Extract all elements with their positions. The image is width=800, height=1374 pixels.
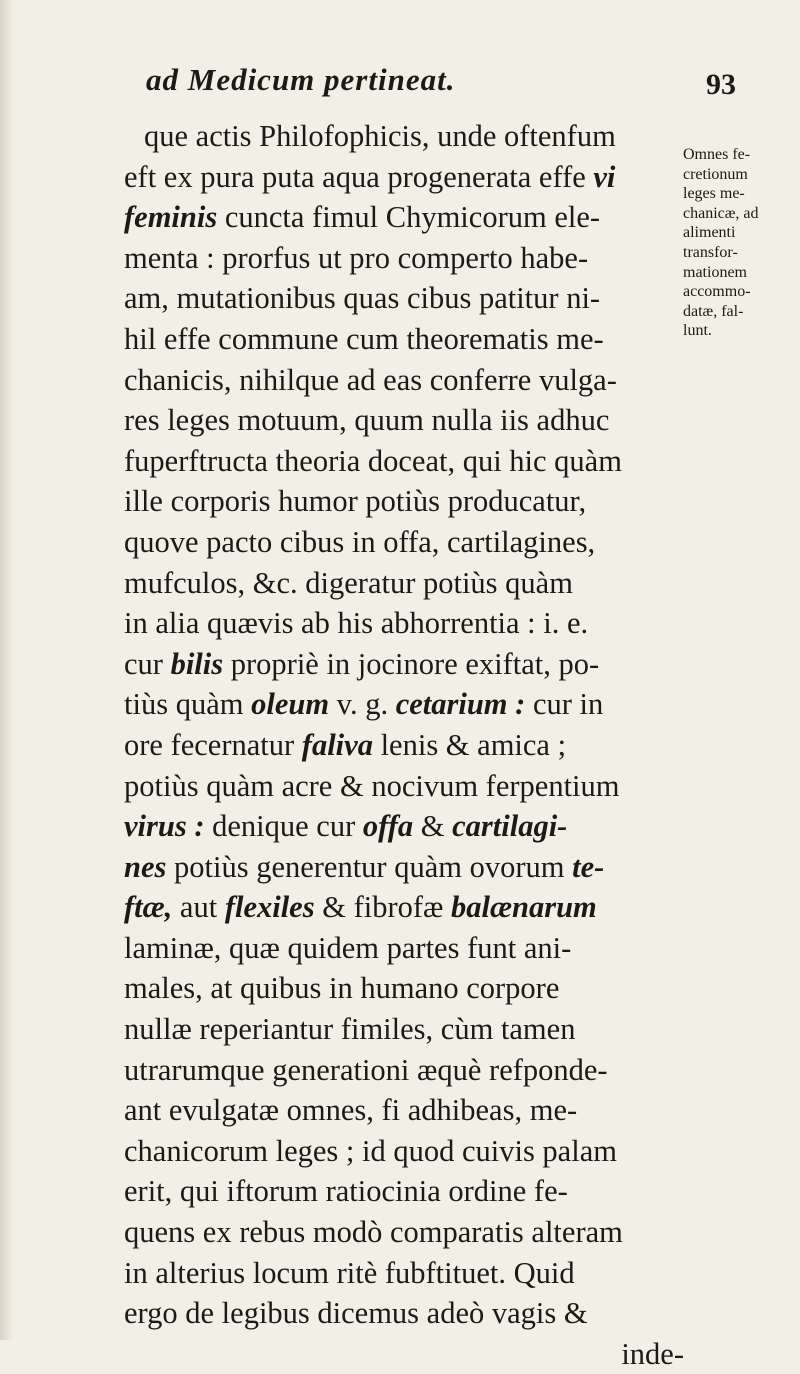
body-text xyxy=(124,116,684,1374)
text-segment: denique cur xyxy=(204,809,363,844)
text-line xyxy=(124,847,684,888)
text-line xyxy=(124,319,684,360)
text-line xyxy=(124,1253,684,1294)
text-line xyxy=(124,725,684,766)
text-line xyxy=(124,1009,684,1050)
text-line xyxy=(124,1131,684,1172)
text-line xyxy=(124,1293,684,1334)
text-segment: potiùs generentur quàm ovorum xyxy=(166,849,573,884)
italic-term: cetarium : xyxy=(395,687,526,722)
italic-term: flexiles xyxy=(224,890,315,925)
text-line xyxy=(124,684,684,725)
text-segment: chanicorum leges ; id quod cuivis palam xyxy=(124,1133,617,1168)
text-segment: menta : prorfus ut pro comperto habe- xyxy=(124,240,589,275)
marginal-note xyxy=(683,145,799,341)
text-segment: in alterius locum ritè fubftituet. Quid xyxy=(124,1255,575,1290)
text-line xyxy=(124,563,684,604)
text-segment: erit, qui iftorum ratiocinia ordine fe- xyxy=(124,1174,568,1209)
text-line xyxy=(124,481,684,522)
text-line xyxy=(124,522,684,563)
marginal-note-line: cretionum xyxy=(683,165,748,183)
marginal-note-line: lunt. xyxy=(683,322,712,340)
italic-term: bilis xyxy=(170,646,224,681)
italic-term: virus : xyxy=(124,809,205,844)
text-line xyxy=(124,766,684,807)
text-segment: eft ex pura puta aqua progenerata effe xyxy=(124,159,594,194)
text-segment: & fibrofæ xyxy=(314,890,451,925)
text-segment: cuncta fimul Chymicorum ele- xyxy=(217,200,601,235)
text-line xyxy=(124,603,684,644)
text-segment: v. g. xyxy=(329,687,396,722)
text-line xyxy=(124,400,684,441)
text-line xyxy=(124,157,684,198)
text-segment: res leges motuum, quum nulla iis adhuc xyxy=(124,403,610,438)
text-line xyxy=(124,441,684,482)
marginal-note-line: Omnes fe- xyxy=(683,146,751,163)
text-segment: & xyxy=(413,809,453,844)
text-segment: lenis & amica ; xyxy=(372,727,567,762)
italic-term: vi xyxy=(593,159,616,194)
marginal-note-line: datæ, fal- xyxy=(683,302,744,320)
marginal-note-line: transfor- xyxy=(683,243,738,261)
italic-term: feminis xyxy=(124,200,218,235)
italic-term: oleum xyxy=(251,687,330,722)
text-segment: ore fecernatur xyxy=(124,727,302,762)
italic-term: offa xyxy=(362,809,414,844)
text-segment: potiùs quàm acre & nocivum ferpentium xyxy=(124,768,620,803)
text-segment: ille corporis humor potiùs producatur, xyxy=(124,484,587,519)
text-segment: aut xyxy=(172,890,225,925)
italic-term: balænarum xyxy=(450,890,597,925)
italic-term: nes xyxy=(124,849,167,884)
italic-term: faliva xyxy=(301,727,373,762)
text-line xyxy=(124,197,684,238)
text-segment: am, mutationibus quas cibus patitur ni- xyxy=(124,281,601,316)
marginal-note-line: chanicæ, ad xyxy=(683,204,759,222)
italic-term: ftæ, xyxy=(124,890,173,925)
text-line xyxy=(124,238,684,279)
text-segment: quens ex rebus modò comparatis alteram xyxy=(124,1215,623,1250)
marginal-note-line: alimenti xyxy=(683,224,736,242)
text-segment: cur in xyxy=(525,687,604,722)
text-segment: hil effe commune cum theorematis me- xyxy=(124,321,604,356)
text-line xyxy=(124,278,684,319)
text-line xyxy=(124,644,684,685)
text-line xyxy=(124,928,684,969)
text-segment: utrarumque generationi æquè refponde- xyxy=(124,1052,608,1087)
text-segment: quove pacto cibus in offa, cartilagines, xyxy=(124,524,596,559)
text-line xyxy=(124,887,684,928)
text-line xyxy=(124,1050,684,1091)
marginal-note-line: mationem xyxy=(683,263,747,281)
text-segment: in alia quævis ab his abhorrentia : i. e. xyxy=(124,606,589,641)
text-line xyxy=(124,1171,684,1212)
page-gutter-shadow xyxy=(0,0,14,1340)
page-number: 93 xyxy=(706,68,736,101)
text-segment: males, at quibus in humano corpore xyxy=(124,971,560,1006)
text-segment: propriè in jocinore exiftat, po- xyxy=(223,646,600,681)
italic-term: te- xyxy=(572,849,605,884)
text-segment: ant evulgatæ omnes, fi adhibeas, me- xyxy=(124,1093,578,1128)
text-segment: laminæ, quæ quidem partes funt ani- xyxy=(124,930,572,965)
text-segment: inde- xyxy=(621,1336,684,1371)
italic-term: cartilagi- xyxy=(452,809,568,844)
text-segment: que actis Philofophicis, unde oftenfum xyxy=(144,119,616,153)
text-segment: ergo de legibus dicemus adeò vagis & xyxy=(124,1296,588,1331)
text-line xyxy=(124,1090,684,1131)
text-segment: fuperftructa theoria doceat, qui hic quàm xyxy=(124,443,622,478)
marginal-note-line: leges me- xyxy=(683,185,745,203)
text-segment: mufculos, &c. digeratur potiùs quàm xyxy=(124,565,573,600)
text-segment: chanicis, nihilque ad eas conferre vulga- xyxy=(124,362,617,397)
text-segment: cur xyxy=(124,646,171,681)
text-line xyxy=(124,968,684,1009)
text-segment: tiùs quàm xyxy=(124,687,252,722)
text-segment: nullæ reperiantur fimiles, cùm tamen xyxy=(124,1012,576,1047)
text-line xyxy=(124,806,684,847)
text-line xyxy=(124,116,684,157)
running-head: ad Medicum pertineat. xyxy=(146,62,456,97)
marginal-note-line: accommo- xyxy=(683,283,751,301)
text-line xyxy=(124,360,684,401)
text-line xyxy=(124,1212,684,1253)
